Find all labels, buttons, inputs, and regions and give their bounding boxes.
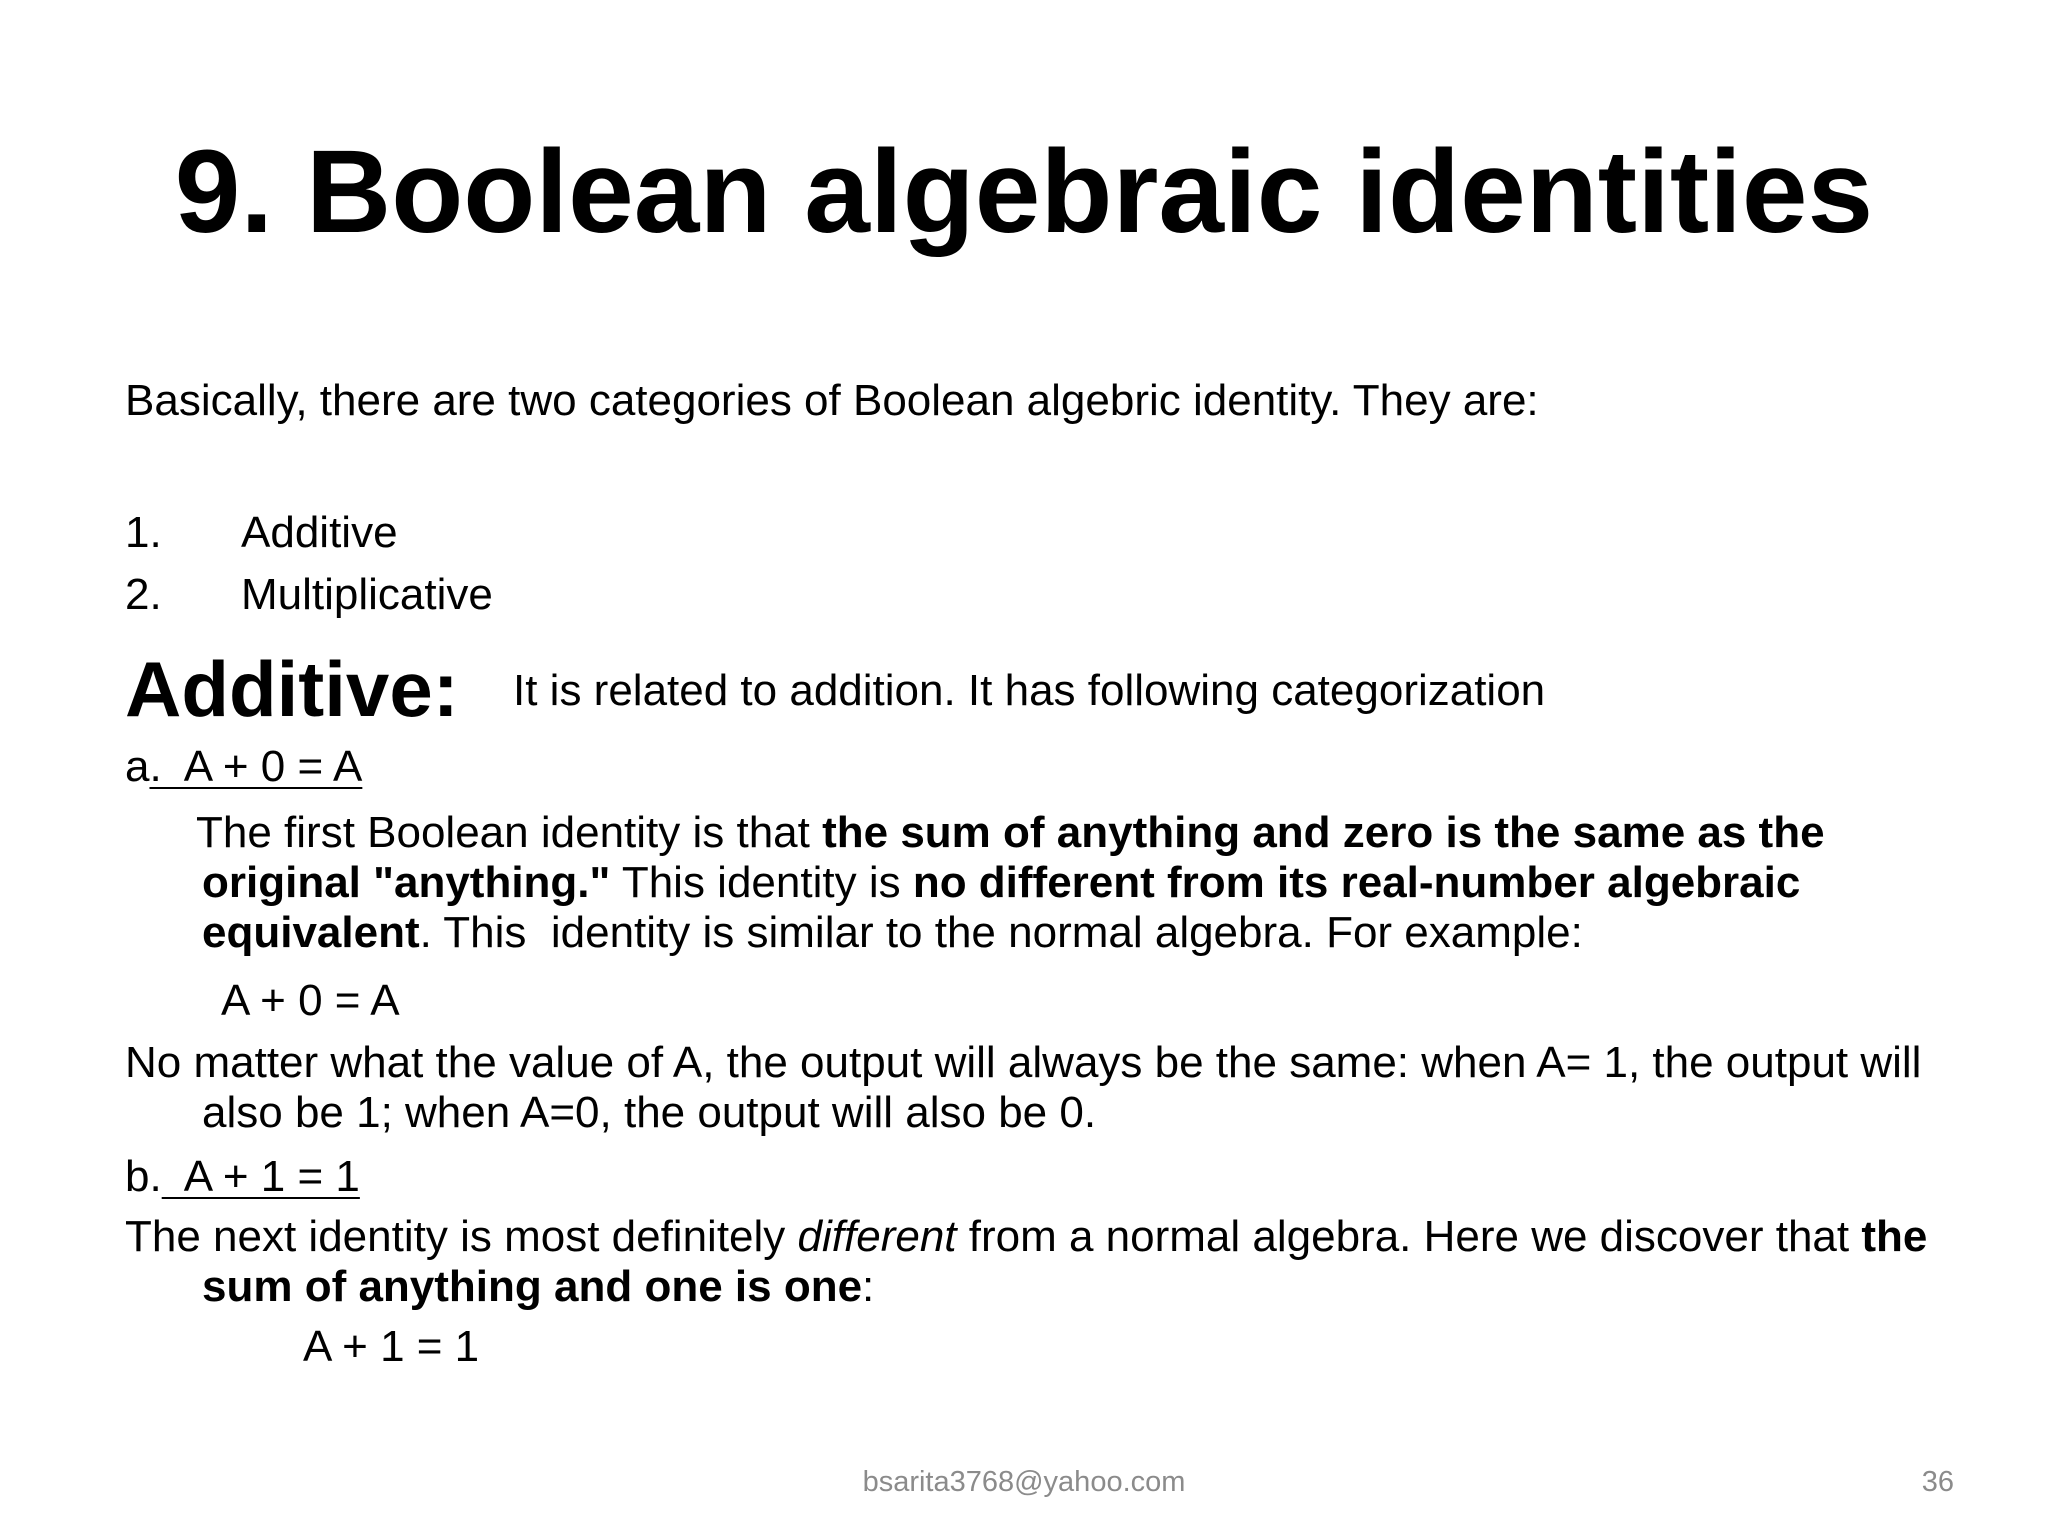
intro-text: Basically, there are two categories of Boolean algebric identity. They are: (125, 376, 1539, 425)
item-a-explanation: No matter what the value of A, the output will always be the same: when A= 1, the output will also be 1; when A=0, the output will also be 0. (125, 1038, 1922, 1137)
list-item (125, 502, 1955, 564)
section-heading: Additive: (125, 645, 459, 733)
item-a-prefix: a (125, 742, 150, 791)
category-list (125, 502, 1955, 626)
item-a-equation: A + 0 = A (221, 976, 400, 1025)
item-b-prefix: b. (125, 1152, 162, 1201)
slide-title: 9. Boolean algebraic identities (174, 126, 1874, 258)
item-b-paragraph (125, 1212, 1955, 1312)
section-description: It is related to addition. It has following categorization (513, 666, 1546, 715)
text-run: : (862, 1262, 875, 1311)
bold-run: the sum of anything and one is one (202, 1212, 1928, 1311)
item-a-label (125, 738, 1955, 796)
list-item (125, 564, 1955, 626)
text-run: . This identity is similar to the normal algebra. For example: (419, 908, 1583, 957)
text-run: The first Boolean identity is that (196, 808, 823, 857)
item-b-equation: A + 1 = 1 (303, 1322, 480, 1371)
item-b-identity: A + 1 = 1 (161, 1152, 360, 1201)
item-b-label (125, 1148, 1955, 1206)
item-a-paragraph (125, 808, 1955, 958)
list-number: 2. (125, 570, 162, 619)
bold-run: the sum of anything and zero is the same as the original "anything." (202, 808, 1825, 907)
bold-run: no different from its real-number algebraic equivalent (202, 858, 1801, 957)
slide-body (125, 368, 1955, 1372)
italic-run: different (797, 1212, 957, 1261)
footer-email: bsarita3768@yahoo.com (862, 1466, 1186, 1498)
list-text: Multiplicative (241, 570, 493, 619)
text-run: The next identity is most definitely (125, 1212, 798, 1261)
list-text: Additive (241, 508, 398, 557)
section-heading-line (125, 646, 1955, 732)
text-run: from a normal algebra. Here we discover that (956, 1212, 1862, 1261)
item-a-identity: . A + 0 = A (149, 742, 363, 791)
list-number: 1. (125, 508, 162, 557)
page-number: 36 (1921, 1466, 1954, 1498)
text-run: This identity is (610, 858, 913, 907)
